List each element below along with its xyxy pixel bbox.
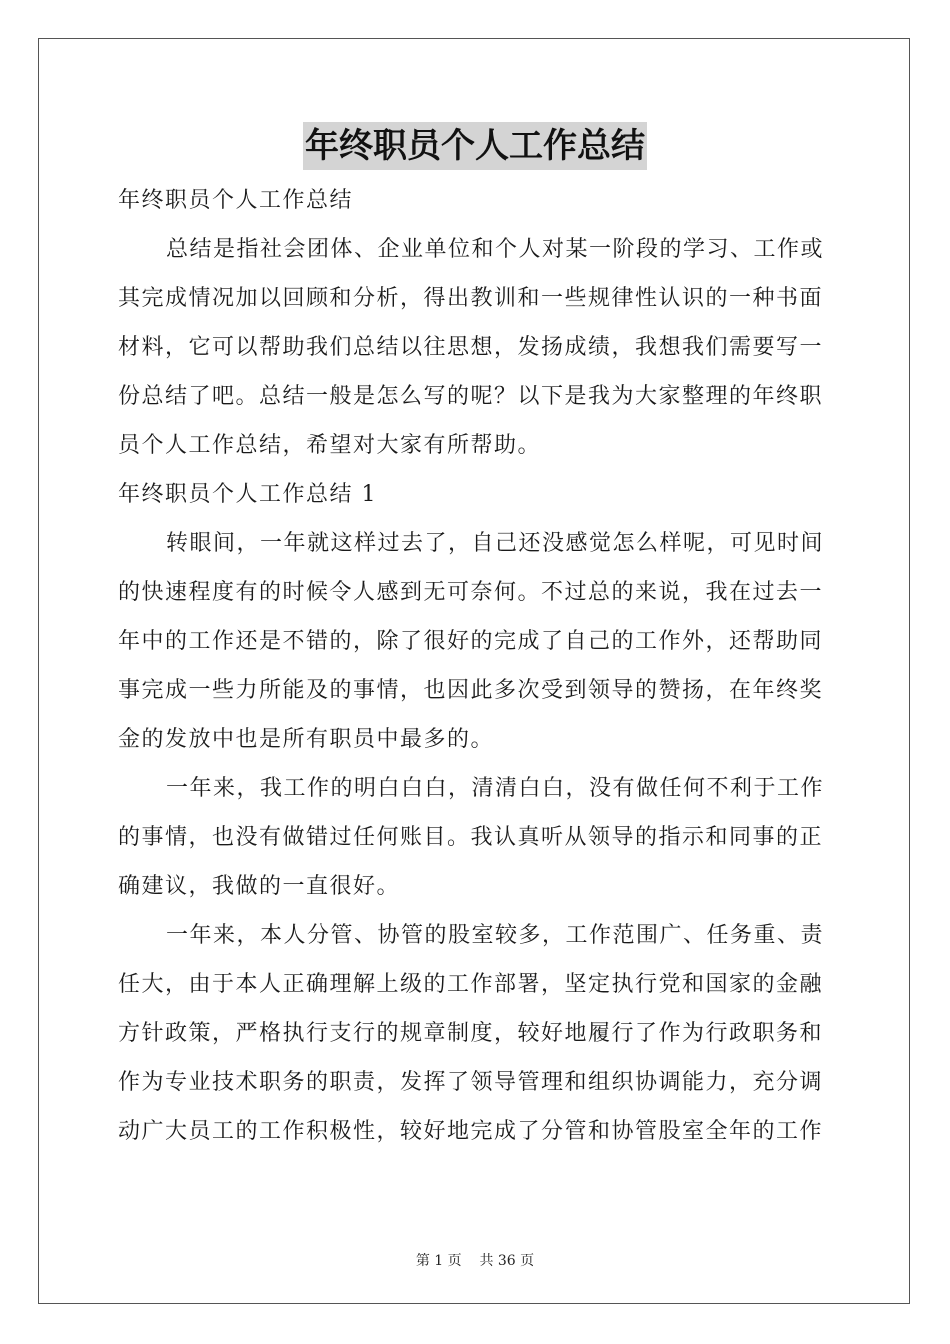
body-paragraph-1 — [118, 519, 834, 764]
paragraph-line: 的事情，也没有做错过任何账目。我认真听从领导的指示和同事的正 — [118, 825, 824, 850]
body-paragraph-2 — [118, 764, 834, 911]
paragraph-line: 员个人工作总结，希望对大家有所帮助。 — [118, 433, 542, 458]
body-paragraph-3 — [118, 911, 834, 1156]
page-footer — [0, 1250, 950, 1270]
title-container — [0, 122, 950, 170]
paragraph-line: 金的发放中也是所有职员中最多的。 — [118, 727, 495, 752]
paragraph-line: 作为专业技术职务的职责，发挥了领导管理和组织协调能力，充分调 — [118, 1070, 824, 1095]
paragraph-line: 任大，由于本人正确理解上级的工作部署，坚定执行党和国家的金融 — [118, 972, 824, 997]
page-number: 第 1 页 — [415, 1253, 462, 1269]
document-subtitle: 年终职员个人工作总结 — [118, 188, 354, 213]
paragraph-line: 一年来，我工作的明白白白，清清白白，没有做任何不利于工作 — [166, 776, 825, 801]
paragraph-line: 动广大员工的工作积极性，较好地完成了分管和协管股室全年的工作 — [118, 1119, 824, 1144]
document-title: 年终职员个人工作总结 — [303, 122, 647, 170]
document-body — [118, 176, 834, 1156]
section-heading: 年终职员个人工作总结 1 — [118, 482, 377, 507]
paragraph-line: 转眼间，一年就这样过去了，自己还没感觉怎么样呢，可见时间 — [166, 531, 825, 556]
paragraph-line: 年中的工作还是不错的，除了很好的完成了自己的工作外，还帮助同 — [118, 629, 824, 654]
paragraph-line: 方针政策，严格执行支行的规章制度，较好地履行了作为行政职务和 — [118, 1021, 824, 1046]
paragraph-line: 总结是指社会团体、企业单位和个人对某一阶段的学习、工作或 — [166, 237, 825, 262]
paragraph-line: 一年来，本人分管、协管的股室较多，工作范围广、任务重、责 — [166, 923, 825, 948]
paragraph-line: 事完成一些力所能及的事情，也因此多次受到领导的赞扬，在年终奖 — [118, 678, 824, 703]
paragraph-line: 的快速程度有的时候令人感到无可奈何。不过总的来说，我在过去一 — [118, 580, 824, 605]
paragraph-line: 材料，它可以帮助我们总结以往思想，发扬成绩，我想我们需要写一 — [118, 335, 824, 360]
intro-paragraph — [118, 225, 834, 470]
paragraph-line: 其完成情况加以回顾和分析，得出教训和一些规律性认识的一种书面 — [118, 286, 824, 311]
paragraph-line: 份总结了吧。总结一般是怎么写的呢？以下是我为大家整理的年终职 — [118, 384, 824, 409]
paragraph-line: 确建议，我做的一直很好。 — [118, 874, 401, 899]
page-total: 共 36 页 — [479, 1253, 535, 1269]
